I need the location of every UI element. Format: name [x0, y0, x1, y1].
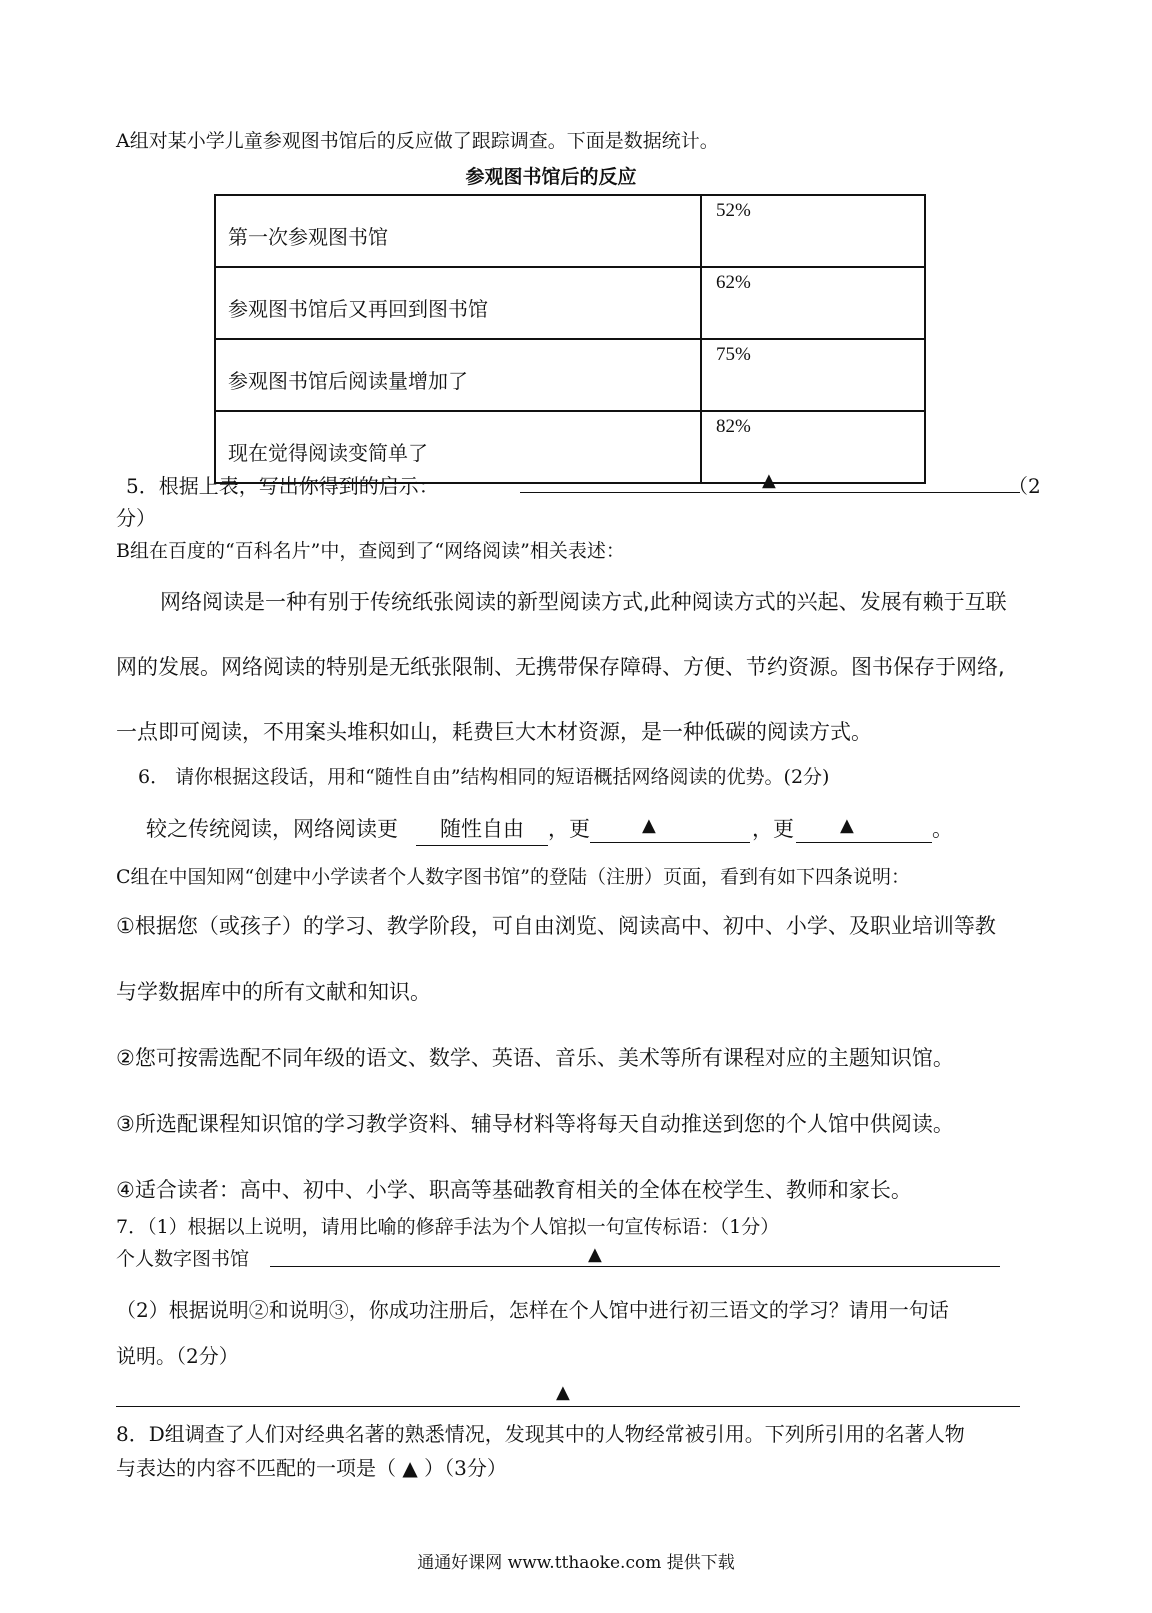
triangle-marker: ▲ [840, 815, 854, 836]
answer-blank-6b[interactable] [796, 842, 932, 843]
question-7-part-2-line-2: 说明。（2分） [116, 1344, 239, 1368]
statistics-table [214, 194, 926, 484]
table-title-text: 参观图书馆后的反应 [465, 166, 637, 188]
q6-sep-2: ，更 [752, 817, 794, 841]
passage-line-2: 网的发展。网络阅读的特别是无纸张限制、无携带保存障碍、方便、节约资源。图书保存于网络, [116, 655, 1005, 679]
q5-score-b: 分） [116, 506, 156, 530]
note-3: ③所选配课程知识馆的学习教学资料、辅导材料等将每天自动推送到您的个人馆中供阅读。 [116, 1112, 954, 1136]
row-label: 参观图书馆后阅读量增加了 [215, 339, 701, 411]
q6-example-answer: 随性自由 [416, 813, 548, 846]
answer-blank-7b[interactable] [116, 1406, 1020, 1407]
row-label: 第一次参观图书馆 [215, 195, 701, 267]
triangle-marker: ▲ [588, 1244, 602, 1265]
row-value: 52% [701, 195, 925, 267]
footer-text: 通通好课网 www.tthaoke.com 提供下载 [417, 1553, 735, 1573]
q5-score-a: （2 [1008, 474, 1041, 498]
table-row [215, 267, 925, 339]
triangle-marker: ▲ [642, 815, 656, 836]
table-row [215, 339, 925, 411]
passage-line-3: 一点即可阅读，不用案头堆积如山，耗费巨大木材资源，是一种低碳的阅读方式。 [116, 720, 872, 744]
row-value: 62% [701, 267, 925, 339]
row-value: 82% [701, 411, 925, 483]
row-label: 参观图书馆后又再回到图书馆 [215, 267, 701, 339]
question-5: 5．根据上表，写出你得到的启示： [126, 474, 439, 498]
q6-answer-prefix: 较之传统阅读，网络阅读更 [146, 817, 398, 841]
table-row [215, 195, 925, 267]
intro-group-c: C组在中国知网“创建中小学读者个人数字图书馆”的登陆（注册）页面，看到有如下四条说明： [116, 866, 910, 888]
question-7-part-2-line-1: （2）根据说明②和说明③，你成功注册后，怎样在个人馆中进行初三语文的学习？请用一句话 [116, 1298, 949, 1322]
intro-group-a: A组对某小学儿童参观图书馆后的反应做了跟踪调查。下面是数据统计。 [116, 130, 719, 152]
row-value: 75% [701, 339, 925, 411]
question-8-line-2: 与表达的内容不匹配的一项是（ ▲ ）（3分） [116, 1456, 507, 1480]
question-8-line-1: 8．D组调查了人们对经典名著的熟悉情况，发现其中的人物经常被引用。下列所引用的名著人物 [116, 1422, 965, 1446]
answer-blank-6a[interactable] [590, 842, 750, 843]
question-7-part-1: 7．（1）根据以上说明，请用比喻的修辞手法为个人馆拟一句宣传标语：（1分） [116, 1216, 780, 1238]
note-1-line-1: ①根据您（或孩子）的学习、教学阶段，可自由浏览、阅读高中、初中、小学、及职业培训等教 [116, 914, 996, 938]
q7-prefix: 个人数字图书馆 [116, 1248, 250, 1270]
table-title [0, 162, 1152, 189]
footer [0, 1548, 1152, 1573]
passage-line-1: 网络阅读是一种有别于传统纸张阅读的新型阅读方式,此种阅读方式的兴起、发展有赖于互联 [160, 590, 1007, 614]
note-4: ④适合读者：高中、初中、小学、职高等基础教育相关的全体在校学生、教师和家长。 [116, 1178, 912, 1202]
q6-sep-1: ，更 [548, 817, 590, 841]
triangle-marker: ▲ [556, 1382, 570, 1403]
answer-blank-7a[interactable] [270, 1266, 1000, 1267]
row-label: 现在觉得阅读变简单了 [215, 411, 701, 483]
intro-group-b: B组在百度的“百科名片”中，查阅到了“网络阅读”相关表述： [116, 540, 625, 562]
triangle-marker: ▲ [762, 470, 776, 491]
answer-blank-5[interactable] [520, 492, 1020, 493]
note-2: ②您可按需选配不同年级的语文、数学、英语、音乐、美术等所有课程对应的主题知识馆。 [116, 1046, 954, 1070]
note-1-line-2: 与学数据库中的所有文献和知识。 [116, 980, 431, 1004]
question-6: 6． 请你根据这段话，用和“随性自由”结构相同的短语概括网络阅读的优势。(2分) [138, 766, 830, 788]
q6-end: 。 [932, 817, 953, 841]
